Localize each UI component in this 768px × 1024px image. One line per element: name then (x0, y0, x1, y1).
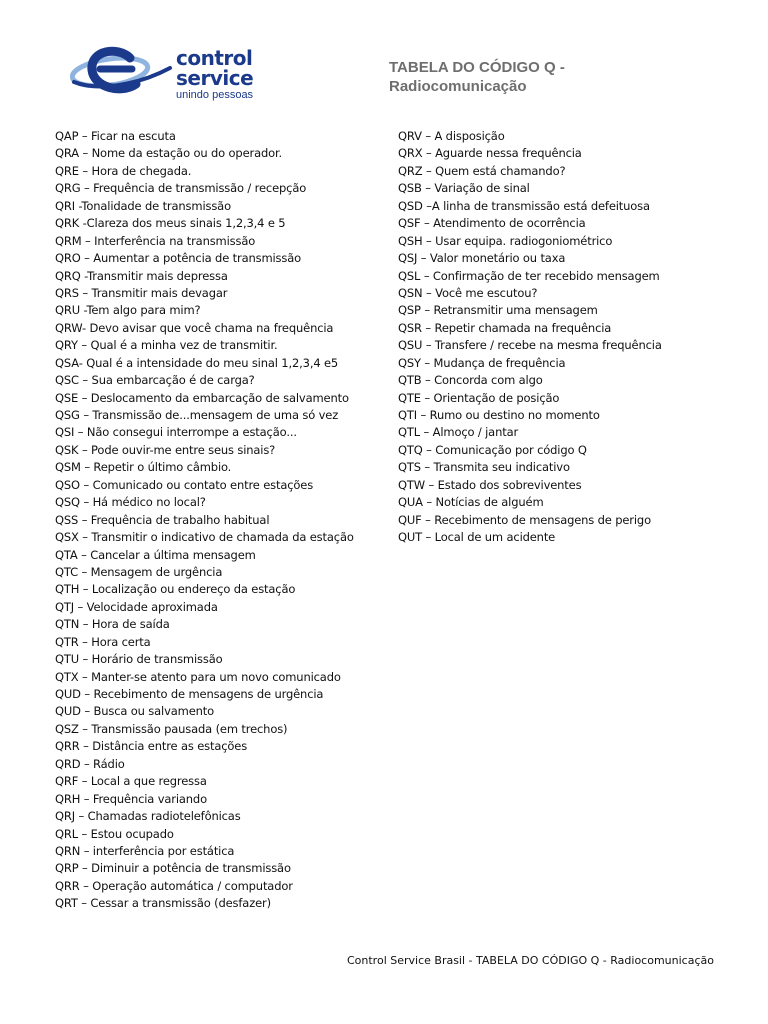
code-list-item: QSK – Pode ouvir-me entre seus sinais? (55, 442, 276, 457)
code-list-item: QRT – Cessar a transmissão (desfazer) (55, 896, 271, 911)
code-list-item: QSC – Sua embarcação é de carga? (55, 373, 255, 388)
code-list-item: QTJ – Velocidade aproximada (55, 599, 218, 614)
code-list-item: QSJ – Valor monetário ou taxa (398, 251, 566, 266)
code-list-item: QUD – Busca ou salvamento (55, 704, 215, 719)
code-list-item: QSB – Variação de sinal (398, 181, 530, 196)
code-list-item: QRX – Aguarde nessa frequência (398, 146, 582, 161)
code-list-item: QRU -Tem algo para mim? (55, 303, 201, 318)
code-list-item: QTB – Concorda com algo (398, 373, 543, 388)
code-list-item: QRJ – Chamadas radiotelefônicas (55, 809, 241, 824)
code-list-item: QTQ – Comunicação por código Q (398, 442, 587, 457)
code-list-item: QUA – Notícias de alguém (398, 495, 544, 510)
code-list-item: QTU – Horário de transmissão (55, 652, 223, 667)
page-footer: Control Service Brasil - TABELA DO CÓDIGO Q - Radiocomunicação (346, 954, 714, 967)
code-list-item: QSA- Qual é a intensidade do meu sinal 1,2,3,4 e5 (55, 355, 339, 370)
logo-wordmark (176, 48, 253, 102)
right-code-list (398, 128, 738, 547)
code-list-item: QSX – Transmitir o indicativo de chamada da estação (55, 530, 354, 545)
code-list-item: QTL – Almoço / jantar (398, 425, 519, 440)
code-list-item: QTX – Manter-se atento para um novo comunicado (55, 669, 341, 684)
code-list-item: QTH – Localização ou endereço da estação (55, 582, 296, 597)
code-list-item: QTS – Transmita seu indicativo (398, 460, 570, 475)
code-list-item: QSN – Você me escutou? (398, 285, 538, 300)
code-list-item: QSL – Confirmação de ter recebido mensagem (398, 268, 660, 283)
code-list-item: QTE – Orientação de posição (398, 390, 560, 405)
code-list-item: QSZ – Transmissão pausada (em trechos) (55, 721, 288, 736)
code-list-item: QRH – Frequência variando (55, 791, 207, 806)
company-logo (70, 44, 260, 110)
code-list-item: QAP – Ficar na escuta (55, 129, 176, 143)
code-list-item: QSU – Transfere / recebe na mesma frequência (398, 338, 662, 353)
document-title-line2: Radiocomunicação (389, 78, 527, 95)
code-list-item: QSE – Deslocamento da embarcação de salvamento (55, 390, 349, 405)
logo-tagline: unindo pessoas (176, 89, 254, 101)
code-list-item: QSR – Repetir chamada na frequência (398, 320, 612, 335)
logo-globe-icon (70, 44, 176, 110)
code-list-item: QRY – Qual é a minha vez de transmitir. (55, 338, 278, 353)
code-list-item: QRQ -Transmitir mais depressa (55, 268, 228, 283)
code-list-item: QTR – Hora certa (55, 634, 151, 649)
code-list-item: QSI – Não consegui interrompe a estação... (55, 425, 297, 440)
code-list-item: QUT – Local de um acidente (398, 530, 556, 545)
code-list-item: QTN – Hora de saída (55, 617, 170, 632)
code-list-item: QRO – Aumentar a potência de transmissão (55, 251, 302, 266)
code-list-item: QRK -Clareza dos meus sinais 1,2,3,4 e 5 (55, 216, 286, 231)
code-list-item: QRL – Estou ocupado (55, 826, 174, 841)
code-list-item: QRI -Tonalidade de transmissão (55, 198, 231, 213)
code-list-item: QUF – Recebimento de mensagens de perigo (398, 512, 651, 527)
code-list-item: QSG – Transmissão de...mensagem de uma só vez (55, 408, 339, 422)
code-list-item: QRS – Transmitir mais devagar (55, 285, 228, 300)
code-list-item: QSY – Mudança de frequência (398, 355, 566, 370)
code-list-item: QRD – Rádio (55, 756, 125, 771)
code-list-item: QSH – Usar equipa. radiogoniométrico (398, 233, 613, 248)
code-list-item: QTW – Estado dos sobreviventes (398, 477, 582, 492)
logo-text-control: control (176, 46, 253, 70)
code-list-item: QRN – interferência por estática (55, 843, 235, 858)
code-list-item: QTA – Cancelar a última mensagem (55, 547, 256, 562)
code-list-item: QUD – Recebimento de mensagens de urgência (55, 687, 324, 701)
document-title (389, 58, 565, 96)
code-list-item: QRE – Hora de chegada. (55, 163, 192, 178)
code-list-item: QSF – Atendimento de ocorrência (398, 216, 586, 231)
code-list-item: QRR – Operação automática / computador (55, 878, 293, 893)
code-list-item: QTC – Mensagem de urgência (55, 564, 223, 579)
document-title-line1: TABELA DO CÓDIGO Q - (389, 59, 565, 76)
code-list-item: QTI – Rumo ou destino no momento (398, 408, 600, 422)
left-code-list (55, 128, 375, 913)
code-list-item: QSM – Repetir o último câmbio. (55, 460, 232, 475)
code-list-item: QSP – Retransmitir uma mensagem (398, 303, 598, 318)
code-list-item: QRG – Frequência de transmissão / recepção (55, 181, 307, 196)
code-list-item: QRA – Nome da estação ou do operador. (55, 146, 283, 161)
code-list-item: QRP – Diminuir a potência de transmissão (55, 861, 291, 876)
code-list-item: QSS – Frequência de trabalho habitual (55, 512, 270, 527)
code-list-item: QRF – Local a que regressa (55, 774, 207, 789)
code-list-item: QRR – Distância entre as estações (55, 739, 248, 754)
code-list-item: QSO – Comunicado ou contato entre estações (55, 477, 314, 492)
code-list-item: QRV – A disposição (398, 129, 505, 143)
code-list-item: QRM – Interferência na transmissão (55, 233, 256, 248)
code-list-item: QSQ – Há médico no local? (55, 495, 206, 510)
code-list-item: QSD –A linha de transmissão está defeituosa (398, 198, 650, 213)
logo-text-service: service (176, 66, 254, 90)
code-list-item: QRW- Devo avisar que você chama na frequência (55, 320, 334, 335)
code-list-item: QRZ – Quem está chamando? (398, 163, 566, 178)
